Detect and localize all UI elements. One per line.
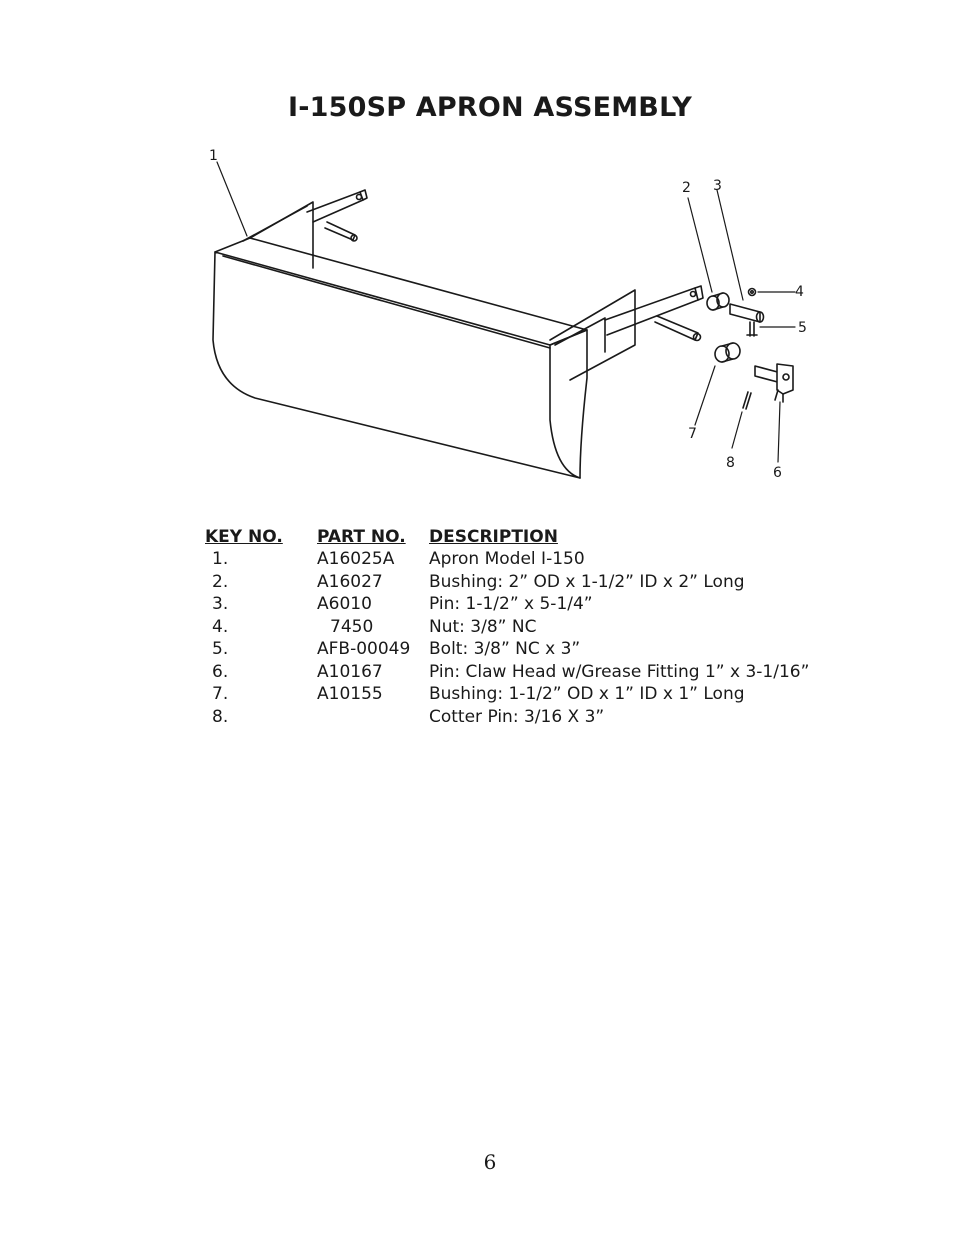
description-cell: Pin: Claw Head w/Grease Fitting 1” x 3-1/16” [429, 661, 810, 682]
claw-pin-6-shape [755, 364, 793, 402]
callout-4: 4 [795, 284, 804, 300]
description-cell: Bushing: 1-1/2” OD x 1” ID x 1” Long [429, 684, 745, 704]
apron-body [213, 190, 703, 478]
part-no-cell: 7450 [330, 616, 374, 637]
description-cell: Bushing: 2” OD x 1-1/2” ID x 2” Long [429, 571, 745, 592]
key-no-cell: 4. [212, 616, 229, 637]
part-no-cell: AFB-00049 [317, 639, 411, 659]
callout-5: 5 [798, 320, 807, 336]
table-row [205, 661, 829, 684]
table-row [205, 706, 829, 729]
description-cell: Nut: 3/8” NC [429, 616, 537, 637]
cotter-pin-8-shape [743, 392, 751, 409]
bolt-5-shape [747, 322, 757, 336]
bushing-7-shape [715, 343, 740, 362]
part-no-cell [317, 706, 429, 729]
header-description: DESCRIPTION [429, 527, 558, 547]
key-no-cell: 1. [212, 549, 229, 569]
callout-7: 7 [688, 426, 697, 442]
description-cell: Apron Model I-150 [429, 549, 585, 569]
header-key-no: KEY NO. [205, 527, 283, 547]
part-no-cell: A10167 [317, 661, 383, 682]
key-no-cell: 5. [212, 639, 229, 659]
part-no-cell: A16027 [317, 571, 383, 592]
page-title: I-150SP APRON ASSEMBLY [287, 92, 693, 123]
page-number: 6 [483, 1150, 497, 1174]
parts-table [205, 526, 829, 728]
table-row [205, 683, 829, 706]
part-no-cell: A6010 [317, 594, 372, 614]
pin-3-shape [730, 304, 764, 322]
parts-table-header [205, 526, 829, 548]
key-no-cell: 7. [212, 684, 229, 704]
callout-2: 2 [682, 180, 691, 196]
description-cell: Pin: 1-1/2” x 5-1/4” [429, 594, 593, 614]
callout-3: 3 [713, 178, 722, 194]
callout-6: 6 [773, 465, 782, 481]
table-row [205, 548, 829, 571]
table-row [205, 616, 829, 639]
table-row [205, 593, 829, 616]
nut-4-shape [749, 289, 756, 296]
part-no-cell: A10155 [317, 684, 383, 704]
key-no-cell: 2. [212, 571, 229, 592]
key-no-cell: 8. [212, 706, 229, 727]
header-part-no: PART NO. [317, 527, 406, 547]
description-cell: Cotter Pin: 3/16 X 3” [429, 706, 605, 727]
callout-8: 8 [726, 455, 735, 471]
bushing-2-shape [707, 293, 729, 310]
key-no-cell: 3. [212, 594, 229, 614]
callout-1: 1 [209, 148, 218, 164]
part-no-cell: A16025A [317, 549, 395, 569]
description-cell: Bolt: 3/8” NC x 3” [429, 639, 581, 659]
table-row [205, 571, 829, 594]
key-no-cell: 6. [212, 661, 229, 682]
table-row [205, 638, 829, 661]
apron-assembly-diagram [195, 140, 845, 490]
